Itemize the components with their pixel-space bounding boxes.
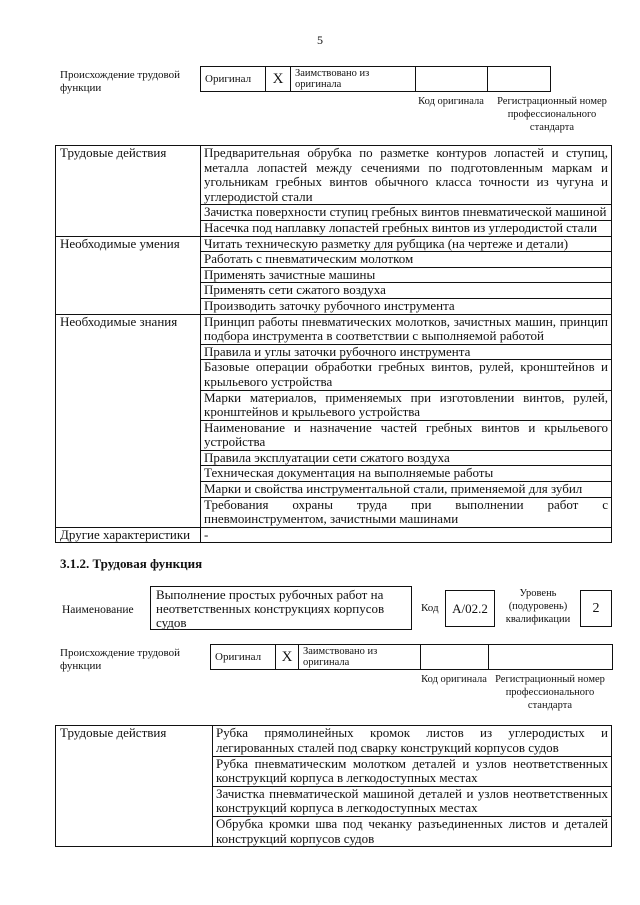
code-label: Код [421, 602, 439, 615]
origin-block [0, 644, 640, 716]
origin-table [210, 644, 613, 670]
table-cell: Правила и углы заточки рубочного инструмента [201, 344, 612, 360]
original-label: Оригинал [201, 67, 266, 92]
table-cell: Обрубка кромки шва под чеканку разъединенных листов и деталей конструкций корпусов судов [213, 817, 612, 847]
table-cell: Применять сети сжатого воздуха [201, 283, 612, 299]
section-title-other-characteristics: Другие характеристики [56, 527, 201, 543]
name-label: Наименование [62, 604, 134, 617]
table-cell: Рубка прямолинейных кромок листов из углеродистых и легированных сталей под сварку конструкций корпусов судов [213, 726, 612, 756]
function-code: A/02.2 [445, 590, 495, 627]
registration-caption: Регистрационный номер профессионального стандарта [497, 96, 607, 133]
table-cell: Базовые операции обработки гребных винтов, рулей, кронштейнов и крыльевого устройства [201, 360, 612, 390]
origin-label: Происхождение трудовой функции [60, 69, 181, 94]
table-cell: Работать с пневматическим молотком [201, 252, 612, 268]
table-cell: Зачистка поверхности ступиц гребных винтов пневматической машиной [201, 205, 612, 221]
table-cell: Насечка под наплавку лопастей гребных винтов из углеродистой стали [201, 220, 612, 236]
table-cell: Предварительная обрубка по разметке контуров лопастей и ступиц, металла лопастей между сечениями по подготовленным маркам и угольникам гребных винтов обычного класса точности из чугуна и углеродистой стали [201, 146, 612, 205]
origin-label: Происхождение трудовой функции [60, 647, 181, 673]
origin-block [0, 66, 640, 145]
table-cell: Требования охраны труда при выполнении работ с пневмоинструментом, зачистными машинами [201, 497, 612, 527]
registration-caption: Регистрационный номер профессионального стандарта [495, 674, 605, 712]
table-cell: Применять зачистные машины [201, 267, 612, 283]
origin-table [200, 66, 551, 92]
original-code-cell [421, 645, 489, 670]
spacer [0, 716, 640, 725]
code-caption: Код оригинала [418, 96, 484, 107]
table-cell: Наименование и назначение частей гребных винтов и крыльевого устройства [201, 420, 612, 450]
level-label: Уровень (подуровень) квалификации [505, 588, 571, 626]
table-cell: - [201, 527, 612, 543]
registration-number-cell [489, 645, 613, 670]
original-label: Оригинал [211, 645, 276, 670]
section-title-labor-actions: Трудовые действия [56, 146, 201, 237]
table-cell: Принцип работы пневматических молотков, зачистных машин, принцип подбора инструмента в соответствии с выполняемой работой [201, 314, 612, 344]
original-code-cell [416, 67, 488, 92]
table-cell: Производить заточку рубочного инструмента [201, 298, 612, 314]
section-heading: 3.1.2. Трудовая функция [60, 556, 203, 572]
table-cell: Зачистка пневматической машиной деталей и узлов неответственных конструкций корпуса в легкодоступных местах [213, 786, 612, 816]
section-title-required-skills: Необходимые умения [56, 236, 201, 314]
table-cell: Читать техническую разметку для рубщика (на чертеже и детали) [201, 236, 612, 252]
table-cell: Рубка пневматическим молотком деталей и узлов неответственных конструкций корпуса в легкодоступных местах [213, 756, 612, 786]
page-number: 5 [317, 33, 323, 47]
table-cell: Марки материалов, применяемых при изготовлении винтов, рулей, кронштейнов и крыльевого устройства [201, 390, 612, 420]
original-mark: X [266, 67, 291, 92]
function-name-block [0, 586, 640, 632]
function-name: Выполнение простых рубочных работ на неответственных конструкциях корпусов судов [150, 586, 412, 630]
borrowed-label: Заимствовано из оригинала [291, 67, 416, 92]
table-cell: Техническая документация на выполняемые работы [201, 466, 612, 482]
function-table [55, 725, 612, 847]
function-table [55, 145, 612, 543]
qualification-level: 2 [580, 590, 612, 627]
registration-number-cell [488, 67, 551, 92]
table-cell: Правила эксплуатации сети сжатого воздуха [201, 450, 612, 466]
section-title-required-knowledge: Необходимые знания [56, 314, 201, 527]
code-caption: Код оригинала [421, 674, 487, 686]
borrowed-label: Заимствовано из оригинала [299, 645, 421, 670]
original-mark: X [276, 645, 299, 670]
table-cell: Марки и свойства инструментальной стали, применяемой для зубил [201, 482, 612, 498]
section-title-labor-actions: Трудовые действия [56, 726, 213, 847]
